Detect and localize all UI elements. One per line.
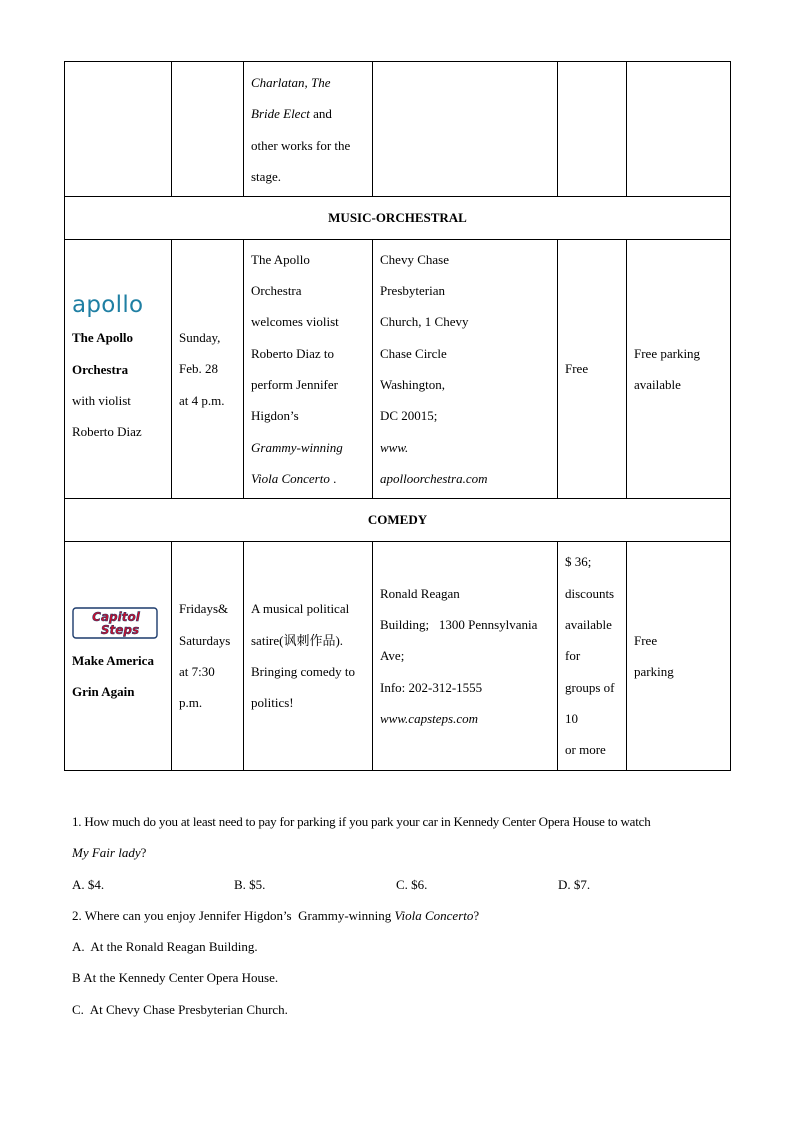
event-time-apollo: Sunday, Feb. 28 at 4 p.m. [172, 240, 244, 499]
event-parking-capitol-steps: Free parking [627, 542, 731, 771]
event-row-capitol-steps [65, 542, 731, 771]
event-parking-apollo: Free parking available [627, 240, 731, 499]
question-1-option-d[interactable]: D. $7. [558, 876, 591, 892]
question-2-option-c[interactable]: C. At Chevy Chase Presbyterian Church. [72, 1001, 288, 1017]
capitol-steps-logo [72, 605, 160, 641]
event-row-apollo [65, 240, 731, 499]
section-header-orchestral: MUSIC-ORCHESTRAL [65, 197, 731, 240]
question-1-options [72, 869, 732, 900]
continuation-description: Charlatan, The Bride Elect and other works for the stage. [244, 62, 373, 197]
capitol-steps-website-link[interactable]: www.capsteps.com [380, 710, 478, 726]
question-2-option-b[interactable]: B At the Kennedy Center Opera House. [72, 970, 279, 986]
question-2: 2. Where can you enjoy Jennifer Higdon’s Grammy-winning Viola Concerto? [72, 907, 480, 923]
question-1-option-a[interactable]: A. $4. [72, 876, 105, 892]
section-header-comedy: COMEDY [65, 499, 731, 542]
event-description-apollo: The Apollo Orchestra welcomes violist Roberto Diaz to perform Jennifer Higdon’s Grammy-winning Viola Concerto . [244, 240, 373, 499]
event-venue-capitol-steps: Ronald Reagan Building; 1300 Pennsylvania Ave; Info: 202-312-1555 www.capsteps.com [373, 542, 558, 771]
event-price-apollo: Free [558, 240, 627, 499]
question-1-option-c[interactable]: C. $6. [396, 876, 428, 892]
apollo-website-link[interactable]: apolloorchestra.com [380, 470, 488, 486]
event-venue-apollo: Chevy Chase Presbyterian Church, 1 Chevy Chase Circle Washington, DC 20015; www. apolloorchestra.com [373, 240, 558, 499]
svg-text:Steps: Steps [100, 622, 140, 637]
events-table [64, 61, 731, 771]
question-2-option-a[interactable]: A. At the Ronald Reagan Building. [72, 939, 258, 955]
event-name-capitol-steps: Capitol Steps Make America Grin Again [65, 542, 172, 771]
event-description-capitol-steps: A musical political satire(讽刺作品). Bringing comedy to politics! [244, 542, 373, 771]
event-time-capitol-steps: Fridays& Saturdays at 7:30 p.m. [172, 542, 244, 771]
continuation-row [65, 62, 731, 197]
svg-text:Capitol: Capitol [92, 609, 140, 624]
event-price-capitol-steps: $ 36; discounts available for groups of 10 or more [558, 542, 627, 771]
apollo-logo: apollo [72, 292, 144, 319]
event-name-apollo: apollo The Apollo Orchestra with violist Roberto Diaz [65, 240, 172, 499]
question-1-option-b[interactable]: B. $5. [234, 876, 266, 892]
question-1: 1. How much do you at least need to pay for parking if you park your car in Kennedy Center Opera House to watch [72, 814, 651, 829]
questions: 1. How much do you at least need to pay for parking if you park your car in Kennedy Center Opera House to watch My Fair lady? A. $4. B. $5. C. $6. D. $7. 2. Where can you enjoy Jennifer Higdon’s Grammy-winning Viola Concerto? A. At the Ronald Reagan Building. B At the Kennedy Center Opera House. C. At Chevy Chase Presbyterian Church. [72, 806, 732, 1025]
